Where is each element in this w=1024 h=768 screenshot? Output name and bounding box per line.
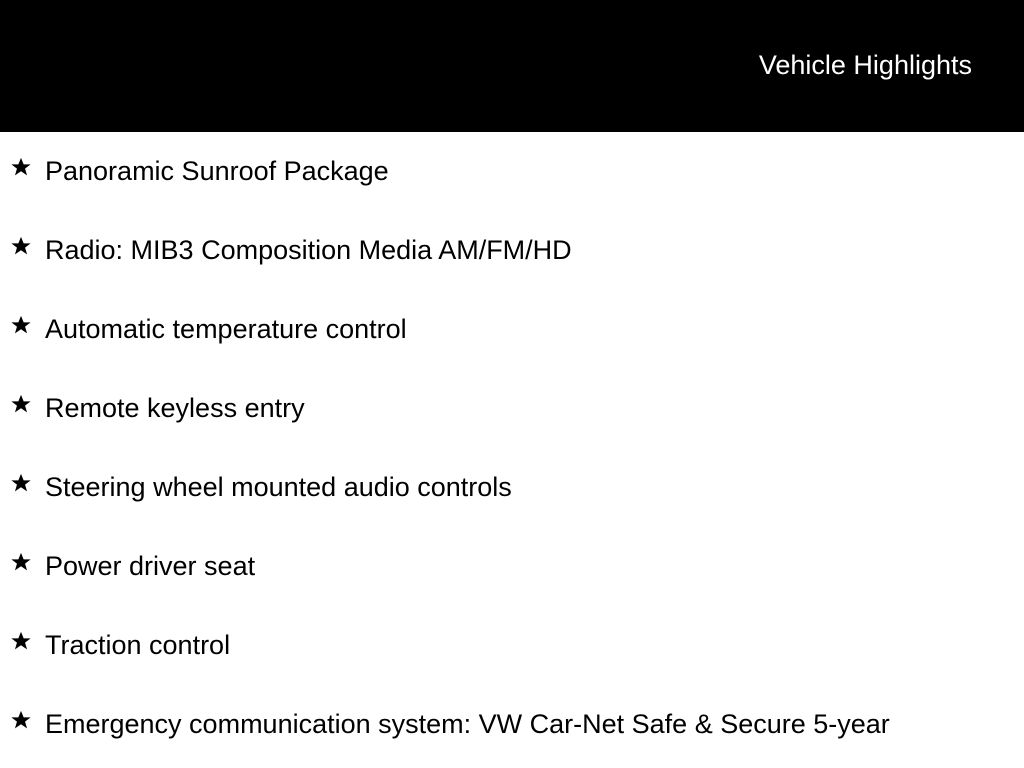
highlight-label: Panoramic Sunroof Package: [45, 156, 389, 186]
highlight-label: Power driver seat: [45, 551, 256, 581]
highlight-label: Traction control: [45, 630, 231, 660]
list-item: [0, 132, 1024, 211]
star-icon: [10, 551, 32, 573]
header-bar: [0, 0, 1024, 132]
star-icon: [10, 472, 32, 494]
list-item: [0, 606, 1024, 685]
highlight-label: Automatic temperature control: [45, 314, 407, 344]
highlight-label: Steering wheel mounted audio controls: [45, 472, 512, 502]
list-item: [0, 290, 1024, 369]
highlights-list: [0, 132, 1024, 764]
star-icon: [10, 156, 32, 178]
highlight-label: Radio: MIB3 Composition Media AM/FM/HD: [45, 235, 572, 265]
page-title: Vehicle Highlights: [758, 50, 972, 80]
highlight-label: Emergency communication system: VW Car-Net Safe & Secure 5-year: [45, 709, 890, 739]
star-icon: [10, 314, 32, 336]
star-icon: [10, 709, 32, 731]
highlight-label: Remote keyless entry: [45, 393, 305, 423]
list-item: [0, 211, 1024, 290]
star-icon: [10, 393, 32, 415]
list-item: [0, 685, 1024, 764]
list-item: [0, 448, 1024, 527]
star-icon: [10, 630, 32, 652]
list-item: [0, 369, 1024, 448]
list-item: [0, 527, 1024, 606]
star-icon: [10, 235, 32, 257]
